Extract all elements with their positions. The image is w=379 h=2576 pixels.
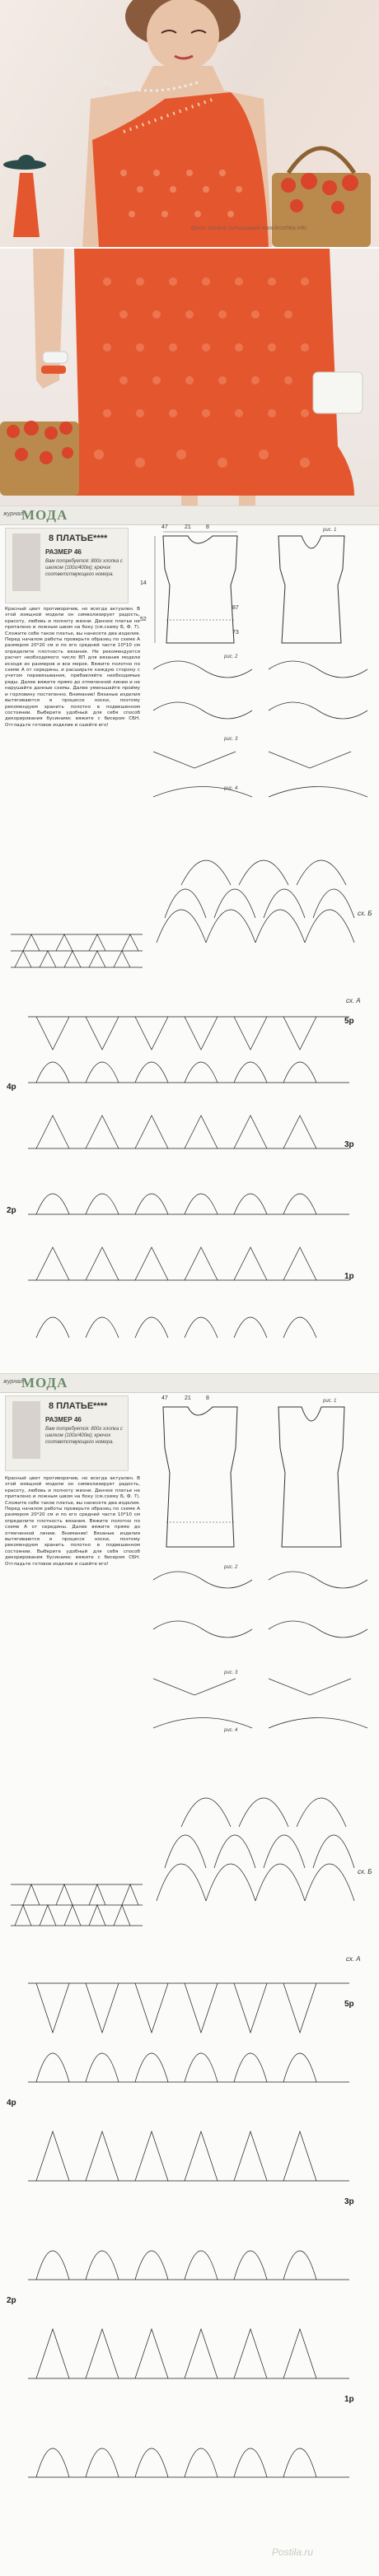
- dim-label-3: 8: [206, 524, 209, 530]
- instructions-text: Красный цвет противоречив, но всегда актуален. В этой изящной модели он символизирует радость, красоту, любовь и полноту жизни. Данное платье не приталено и ложным швом на боку (см.схему Б, Ф. 7). Сложите себе такое платье, вы нанесете два изделия. Перед началом работы проверьте образец по схеме А размером 20*20 см и по его средней части 10*10 см определите плотность вязания. Не рекомендуется расчет необходимого число ВП для вязания модели исходя из размеров и все мерок. Вяжите полотно по схеме А от середины, и расширьте каждую сторону с учетом перевязывания, прибавляйте необходимые ряды. Далее вяжите прямо до отмеченной линии и не нарушайте данные схемы. Далее уменьшайте пройму и горловину постепенно. Внимание! Вязаные изделия вытягиваются в процессе носки, поэтому рекомендуем хранить полотно в подвешенном состоянии. Выберите удобный для себя способ декорирования бусинами; вяжите с бисером СБН. Отгладьте готовое изделие и сшейте его!: [5, 607, 140, 728]
- row-label-3r: 3р: [344, 1140, 354, 1149]
- dim-label-1: 47: [161, 524, 168, 530]
- chart-rows: [28, 1017, 349, 1280]
- magazine-logo-2: МОДА: [21, 1375, 68, 1390]
- fig-strand-2: [269, 661, 367, 678]
- fig-strand-6: [269, 752, 351, 768]
- chart-fans: [36, 1017, 316, 1338]
- technique-figures: [145, 653, 376, 826]
- fig-strand-1: [153, 661, 252, 678]
- white-clutch: [313, 372, 363, 413]
- pattern-title-2: 8 ПЛАТЬЕ****: [49, 1401, 108, 1411]
- bracelet-red: [41, 366, 66, 374]
- dress-back-outline-2: [278, 1407, 344, 1547]
- fig-label-2-2: рис. 2: [224, 1565, 238, 1570]
- row-label-1r: 1р: [344, 1272, 354, 1281]
- row-label-2-1r: 1р: [344, 2395, 354, 2404]
- row-label-5r: 5р: [344, 1017, 354, 1026]
- dim-label-7: 73: [232, 630, 239, 636]
- technique-figures-2: [145, 1563, 376, 1745]
- magazine-logo-small: журнал: [3, 511, 23, 517]
- dress-front-outline: [163, 536, 237, 643]
- row-label-4r: 4р: [7, 1083, 16, 1092]
- model-thumbnail-2: [12, 1401, 40, 1459]
- dress-schematic-2: [138, 1399, 376, 1555]
- photo-model-dress: [0, 249, 379, 505]
- fig-label-2: рис. 2: [224, 654, 238, 659]
- pattern-info-box: [5, 528, 129, 603]
- photo-credit: фото: оксана сульшацкий www.kroshka.info: [191, 226, 306, 231]
- scheme-b-label-2: сх. Б: [358, 1868, 372, 1875]
- magazine-header-2: [0, 1374, 379, 1393]
- dim-label-4: 14: [140, 580, 147, 586]
- pattern-page-1: [0, 505, 379, 1374]
- materials-text: Вам потребуется: 800г хлопка с шелком (100г/400м); крючок соответствующего номера.: [45, 559, 123, 577]
- fig-strand-8: [269, 787, 367, 798]
- fig-label-3: рис. 3: [224, 737, 238, 742]
- dim-label-2-1: 47: [161, 1395, 168, 1401]
- photo-model-portrait: [0, 0, 379, 247]
- face: [147, 0, 219, 71]
- pattern-page-2: [0, 1373, 379, 2576]
- dress-schematic: [138, 528, 376, 651]
- hat-crown: [18, 155, 35, 168]
- dim-label-2: 21: [185, 524, 191, 530]
- scheme-a-label-2: сх. А: [346, 1955, 361, 1963]
- size-label-2: РАЗМЕР 46: [45, 1416, 82, 1423]
- fig-label-4: рис. 4: [224, 786, 238, 791]
- pattern-info-box-2: [5, 1395, 129, 1471]
- dress-back-outline: [278, 536, 344, 643]
- watermark: Postila.ru: [272, 2546, 314, 2558]
- materials-text-2: Вам потребуется: 800г хлопка с шелком (100г/400м); крючок соответствующего номера.: [45, 1427, 123, 1445]
- row-label-2-2r: 2р: [7, 2296, 16, 2305]
- dim-label-2-3: 8: [206, 1395, 209, 1401]
- fig-strand-3: [153, 702, 252, 719]
- size-label: РАЗМЕР 46: [45, 548, 82, 556]
- dress-skirt: [66, 249, 354, 496]
- small-chart-left-2: [7, 1852, 147, 1934]
- fig-strand-5: [153, 752, 236, 768]
- fig-label-2-3: рис. 3: [224, 1670, 238, 1675]
- fig-label-1: рис. 1: [323, 528, 337, 533]
- small-chart-left: [7, 901, 147, 976]
- pattern-title: 8 ПЛАТЬЕ****: [49, 533, 108, 543]
- leg-left: [181, 496, 198, 505]
- instructions-text-2: Красный цвет противоречив, но всегда актуален. В этой изящной модели он символизирует радость, красоту, любовь и полноту жизни. Данное платье не приталено и ложным швом на боку (см.схему Б, Ф. 7). Сложите себе такое платье, вы нанесете два изделия. Перед началом работы проверьте образец по схеме А размером 20*20 см и по его средней части 10*10 см определите плотность вязания. Вяжите полотно по схеме А от середины. Далее вяжите прямо до отмеченной линии. Внимание! Вязаные изделия вытягиваются в процессе носки, поэтому рекомендуем хранить полотно в подвешенном состоянии. Выберите удобный для себя способ декорирования бусинами; вяжите с бисером СБН. Отгладьте готовое изделие и сшейте его!: [5, 1476, 140, 1567]
- model-dress-illustration: [0, 249, 379, 505]
- scheme-a-chart: [3, 992, 376, 1354]
- scheme-b-chart-2: [148, 1761, 376, 1917]
- dim-label-5: 52: [140, 617, 147, 622]
- fig-label-2-1: рис. 1: [323, 1399, 337, 1404]
- magazine-header: [0, 506, 379, 525]
- fig-label-2-4: рис. 4: [224, 1728, 238, 1733]
- model-thumbnail: [12, 533, 40, 591]
- scheme-a-chart-2: [3, 1950, 376, 2560]
- row-label-2-4r: 4р: [7, 2099, 16, 2108]
- leg-right: [239, 496, 255, 505]
- dim-label-2-2: 21: [185, 1395, 191, 1401]
- scheme-b-label: сх. Б: [358, 910, 372, 917]
- magazine-logo-small-2: журнал: [3, 1379, 23, 1385]
- model-portrait-illustration: [0, 0, 379, 247]
- row-label-2r: 2р: [7, 1206, 16, 1215]
- fig-strand-4: [269, 702, 367, 719]
- small-dress: [13, 173, 40, 237]
- magazine-logo: МОДА: [21, 507, 68, 523]
- basket-handle: [288, 148, 354, 173]
- row-label-2-5r: 5р: [344, 2000, 354, 2009]
- row-label-2-3r: 3р: [344, 2197, 354, 2206]
- dim-label-6: 87: [232, 605, 239, 611]
- dress-front-outline-2: [163, 1407, 237, 1547]
- bracelet-white: [43, 352, 68, 363]
- scheme-a-label: сх. А: [346, 997, 361, 1004]
- scheme-b-chart: [148, 827, 376, 959]
